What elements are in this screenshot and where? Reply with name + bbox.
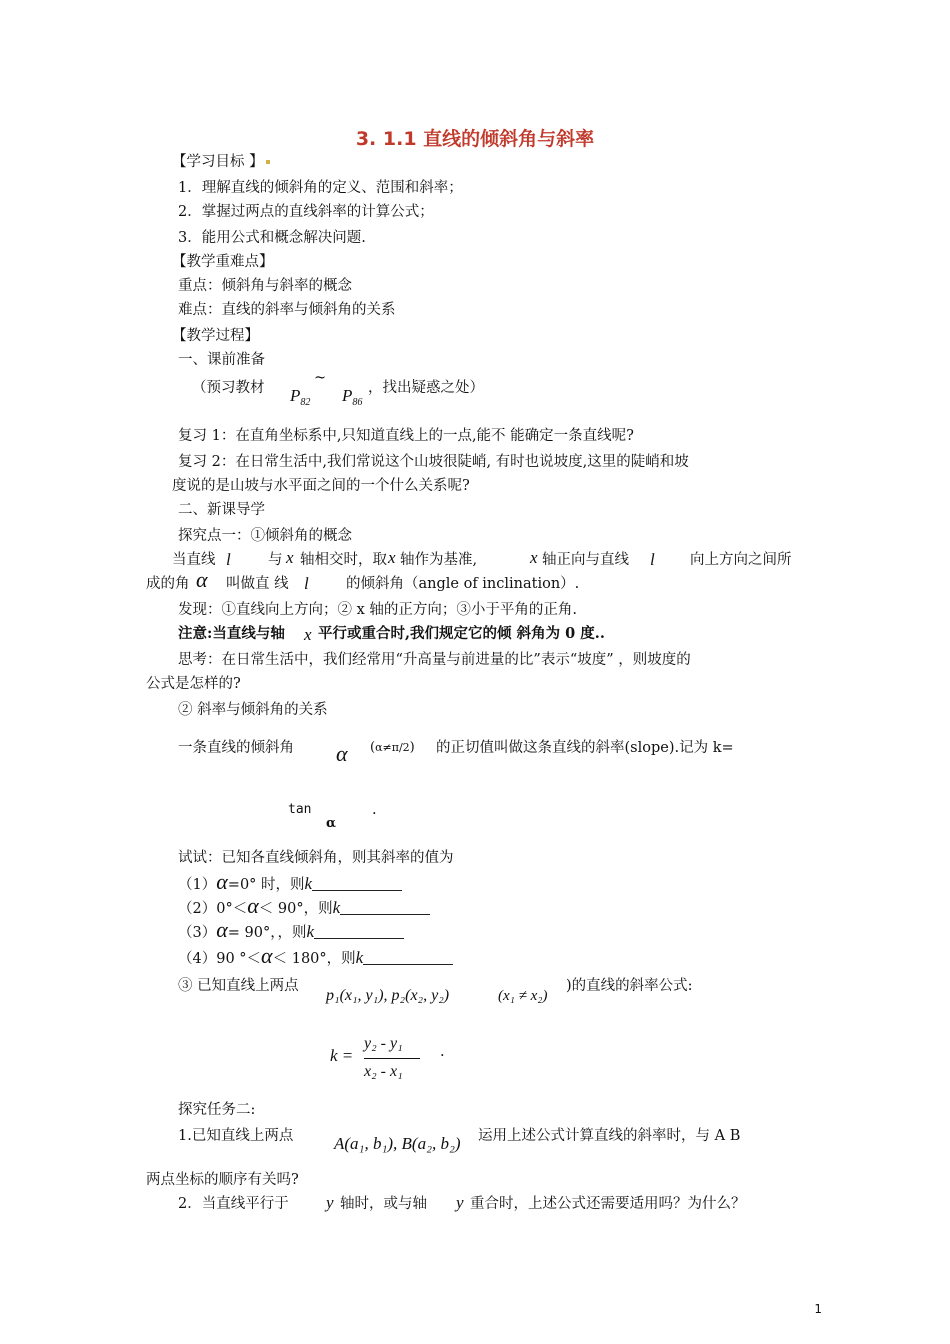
trial-heading: 试试：已知各直线倾斜角，则其斜率的值为 [178, 850, 454, 866]
x-axis-symbol: x [530, 548, 538, 567]
y-axis-symbol: y [326, 1193, 334, 1212]
task2-heading: 探究任务二: [178, 1102, 256, 1118]
answer-blank[interactable] [314, 924, 404, 939]
difficulty-text: 难点：直线的斜率与倾斜角的关系 [178, 302, 396, 318]
fraction-bar [364, 1058, 420, 1059]
slope-definition: 一条直线的倾斜角 [178, 740, 294, 756]
formula-points: p₁(x₁, y₁), p₂(x₂, y₂) [326, 987, 450, 1004]
relation-heading: ② 斜率与倾斜角的关系 [178, 702, 328, 718]
review-2-line2: 度说的是山坡与水平面之间的一个什么关系呢? [172, 478, 470, 494]
review-1: 复习 1：在直角坐标系中,只知道直线上的一点,能不 能确定一条直线呢? [178, 428, 634, 444]
focus-text: 重点：倾斜角与斜率的概念 [178, 278, 352, 294]
alpha-symbol: α [336, 741, 348, 766]
formula-dot: . [440, 1044, 445, 1060]
slope-definition: 的正切值叫做这条直线的斜率(slope).记为 k= [436, 740, 734, 756]
page-number: 1 [814, 1302, 822, 1316]
answer-blank[interactable] [363, 950, 453, 965]
fraction-denominator: x₂ - x₁ [364, 1063, 403, 1080]
explore-1-heading: 探究点一：①倾斜角的概念 [178, 528, 352, 544]
formula-outro: )的直线的斜率公式: [566, 978, 693, 994]
question-1-points: A(a₁, b₁), B(a₂, b₂) [334, 1134, 461, 1153]
answer-blank[interactable] [340, 900, 430, 915]
answer-blank[interactable] [312, 876, 402, 891]
question-2: 2．当直线平行于 [178, 1196, 289, 1212]
line-l-symbol: l [304, 574, 309, 593]
slope-fraction [364, 1034, 424, 1084]
marker-dot-icon [266, 160, 270, 164]
question-2: 轴时，或与轴 [340, 1196, 427, 1212]
preview-page-start: $P_{82}$ [290, 386, 311, 408]
part1-heading: 一、课前准备 [178, 352, 265, 368]
note-text: 注意:当直线与轴 [178, 625, 285, 642]
definition-text: 向上方向之间所 [690, 552, 792, 568]
case-4: （4）90 °＜α＜ 180°，则k [178, 946, 453, 969]
think-line1: 思考：在日常生活中，我们经常用“升高量与前进量的比”表示“坡度” ，则坡度的 [178, 652, 691, 668]
alpha-symbol: α [196, 567, 208, 592]
line-l-symbol: l [650, 550, 655, 569]
definition-text: 的倾斜角（angle of inclination）. [346, 576, 580, 592]
case-2: （2）0°＜α＜ 90°，则k [178, 896, 430, 919]
formula-condition: (x₁ ≠ x₂) [498, 988, 548, 1004]
tan-alpha: α [326, 816, 337, 831]
preview-page-end: $P_{86}$ [342, 386, 363, 408]
fraction-numerator: y₂ - y₁ [364, 1035, 403, 1052]
definition-text: 轴相交时，取 [300, 552, 387, 568]
definition-text: 当直线 [172, 552, 216, 568]
preview-suffix: ，找出疑惑之处） [368, 380, 484, 396]
x-axis-symbol: x [304, 625, 312, 644]
definition-text: 叫做直 线 [226, 576, 289, 592]
case-1: （1）α=0° 时，则k [178, 872, 402, 895]
review-2-line1: 复习 2：在日常生活中,我们常说这个山坡很陡峭, 有时也说坡度,这里的陡峭和坡 [178, 454, 689, 470]
x-axis-symbol: x [286, 548, 294, 567]
definition-text: 轴作为基准, [400, 552, 478, 568]
tan-label: tan [288, 802, 312, 817]
line-l-symbol: l [226, 550, 231, 569]
question-1: 运用上述公式计算直线的斜率时，与 A B [478, 1128, 741, 1144]
preview-tilde: ~ [314, 370, 327, 386]
slope-condition: (α≠π/2) [370, 740, 415, 755]
question-1-line2: 两点坐标的顺序有关吗? [146, 1172, 299, 1188]
think-line2: 公式是怎样的? [146, 676, 241, 692]
page-title: 3. 1.1 直线的倾斜角与斜率 [355, 128, 595, 150]
x-axis-symbol: x [388, 548, 396, 567]
formula-intro: ③ 已知直线上两点 [178, 978, 299, 994]
note-text: 平行或重合时,我们规定它的倾 斜角为 0 度.. [318, 625, 605, 642]
objectives-heading: 【学习目标 】 [172, 152, 270, 172]
definition-text: 成的角 [146, 576, 190, 592]
case-3: （3）α= 90°，，则k [178, 920, 404, 943]
objective-item: 1．理解直线的倾斜角的定义、范围和斜率； [178, 180, 463, 196]
definition-text: 轴正向与直线 [542, 552, 629, 568]
tan-dot: . [372, 802, 377, 818]
discover-text: 发现：①直线向上方向；② x 轴的正方向；③小于平角的正角. [178, 602, 578, 618]
y-axis-symbol: y [456, 1193, 464, 1212]
part2-heading: 二、新课导学 [178, 502, 265, 518]
process-heading: 【教学过程】 [172, 328, 259, 344]
question-1: 1.已知直线上两点 [178, 1128, 294, 1144]
slope-k-symbol: k = [330, 1046, 354, 1065]
objective-item: 2．掌握过两点的直线斜率的计算公式； [178, 204, 434, 220]
key-points-heading: 【教学重难点】 [172, 254, 274, 270]
preview-prefix: （预习教材 [192, 380, 265, 396]
question-2: 重合时，上述公式还需要适用吗？为什么？ [470, 1196, 746, 1212]
definition-text: 与 [268, 552, 283, 568]
objective-item: 3．能用公式和概念解决问题. [178, 230, 366, 246]
